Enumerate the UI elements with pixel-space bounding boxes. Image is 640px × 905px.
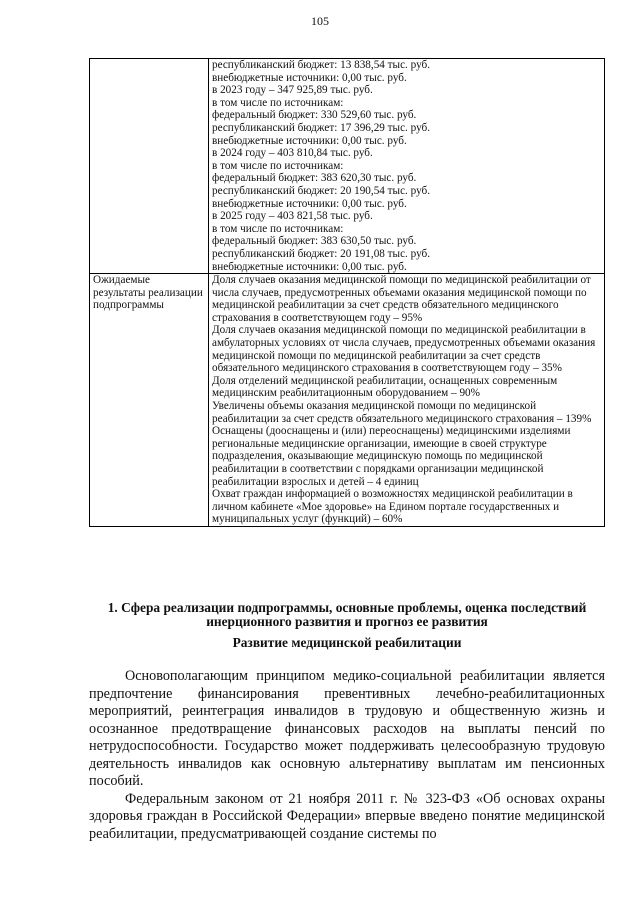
result-item: Доля случаев оказания медицинской помощи по медицинской реабилитации в амбулаторных условиях от числа случаев, предусмотренных объемами оказания медицинской помощи по медицинской реабилитации за счет средств обязательного медицинского страхования в соответствующем году – 35% [212, 324, 596, 375]
financing-line: в 2024 году – 403 810,84 тыс. руб. [212, 147, 373, 160]
financing-line: федеральный бюджет: 383 630,50 тыс. руб. [212, 235, 417, 248]
financing-line: федеральный бюджет: 383 620,30 тыс. руб. [212, 172, 417, 185]
result-item: Оснащены (дооснащены и (или) переоснащены) медицинскими изделиями региональные медицинские организации, имеющие в своей структуре подразделения, оказывающие медицинскую помощь по медицинской реабилитации в соответствии с порядками организации медицинской реабилитации взрослых и детей – 4 единиц [212, 425, 571, 488]
financing-line: внебюджетные источники: 0,00 тыс. руб. [212, 260, 407, 273]
result-item: Охват граждан информацией о возможностях медицинской реабилитации в личном кабинете «Мое здоровье» на Едином портале государственных и муниципальных услуг (функций) – 60% [212, 488, 573, 526]
financing-line: в том числе по источникам: [212, 222, 344, 235]
financing-line: республиканский бюджет: 20 191,08 тыс. руб. [212, 247, 431, 260]
page-number: 105 [311, 14, 329, 28]
financing-line: внебюджетные источники: 0,00 тыс. руб. [212, 197, 407, 210]
results-label-cell: Ожидаемые результаты реализации подпрограммы [90, 274, 209, 527]
financing-line: республиканский бюджет: 20 190,54 тыс. руб. [212, 184, 431, 197]
financing-line: в 2025 году – 403 821,58 тыс. руб. [212, 210, 373, 223]
financing-line: республиканский бюджет: 17 396,29 тыс. руб. [212, 121, 431, 134]
financing-label-cell [90, 59, 209, 274]
financing-line: в том числе по источникам: [212, 159, 344, 172]
financing-line: внебюджетные источники: 0,00 тыс. руб. [212, 134, 407, 147]
financing-row [90, 59, 605, 274]
financing-line: в том числе по источникам: [212, 96, 344, 109]
result-item: Увеличены объемы оказания медицинской помощи по медицинской реабилитации за счет средств обязательного медицинского страхования – 139% [212, 400, 592, 425]
financing-value-cell [209, 59, 605, 274]
subprogram-passport-table [89, 58, 605, 527]
financing-line: в 2023 году – 347 925,89 тыс. руб. [212, 84, 373, 97]
sub-heading: Развитие медицинской реабилитации [232, 635, 462, 650]
paragraph: Федеральным законом от 21 ноября 2011 г. № 323-ФЗ «Об основах охраны здоровья граждан в Российской Федерации» впервые введено понятие медицинской реабилитации, предусматривающей создание системы по [89, 790, 605, 842]
results-row [90, 274, 605, 527]
result-item: Доля случаев оказания медицинской помощи по медицинской реабилитации от числа случаев, предусмотренных объемами оказания медицинской помощи по медицинской реабилитации за счет средств обязательного медицинского страхования в соответствующем году – 95% [212, 274, 591, 324]
result-item: Доля отделений медицинской реабилитации, оснащенных современным медицинским реабилитационным оборудованием – 90% [212, 374, 558, 400]
paragraph: Основополагающим принципом медико-социальной реабилитации является предпочтение финансирования превентивных лечебно-реабилитационных мероприятий, реинтеграция инвалидов в трудовую и общественную жизнь и осознанное предотвращение финансовых расходов на выплаты пенсий по нетрудоспособности. Государство может поддерживать целесообразную трудовую деятельность инвалидов как основную альтернативу выплатам им пенсионных пособий. [89, 668, 605, 789]
section-heading: 1. Сфера реализации подпрограммы, основные проблемы, оценка последствий инерционного развития и прогноз ее развития [107, 600, 587, 629]
financing-line: федеральный бюджет: 330 529,60 тыс. руб. [212, 109, 417, 122]
results-value-cell [209, 274, 605, 527]
body-text [89, 668, 605, 843]
financing-line: внебюджетные источники: 0,00 тыс. руб. [212, 71, 407, 84]
financing-line: республиканский бюджет: 13 838,54 тыс. руб. [212, 59, 431, 71]
